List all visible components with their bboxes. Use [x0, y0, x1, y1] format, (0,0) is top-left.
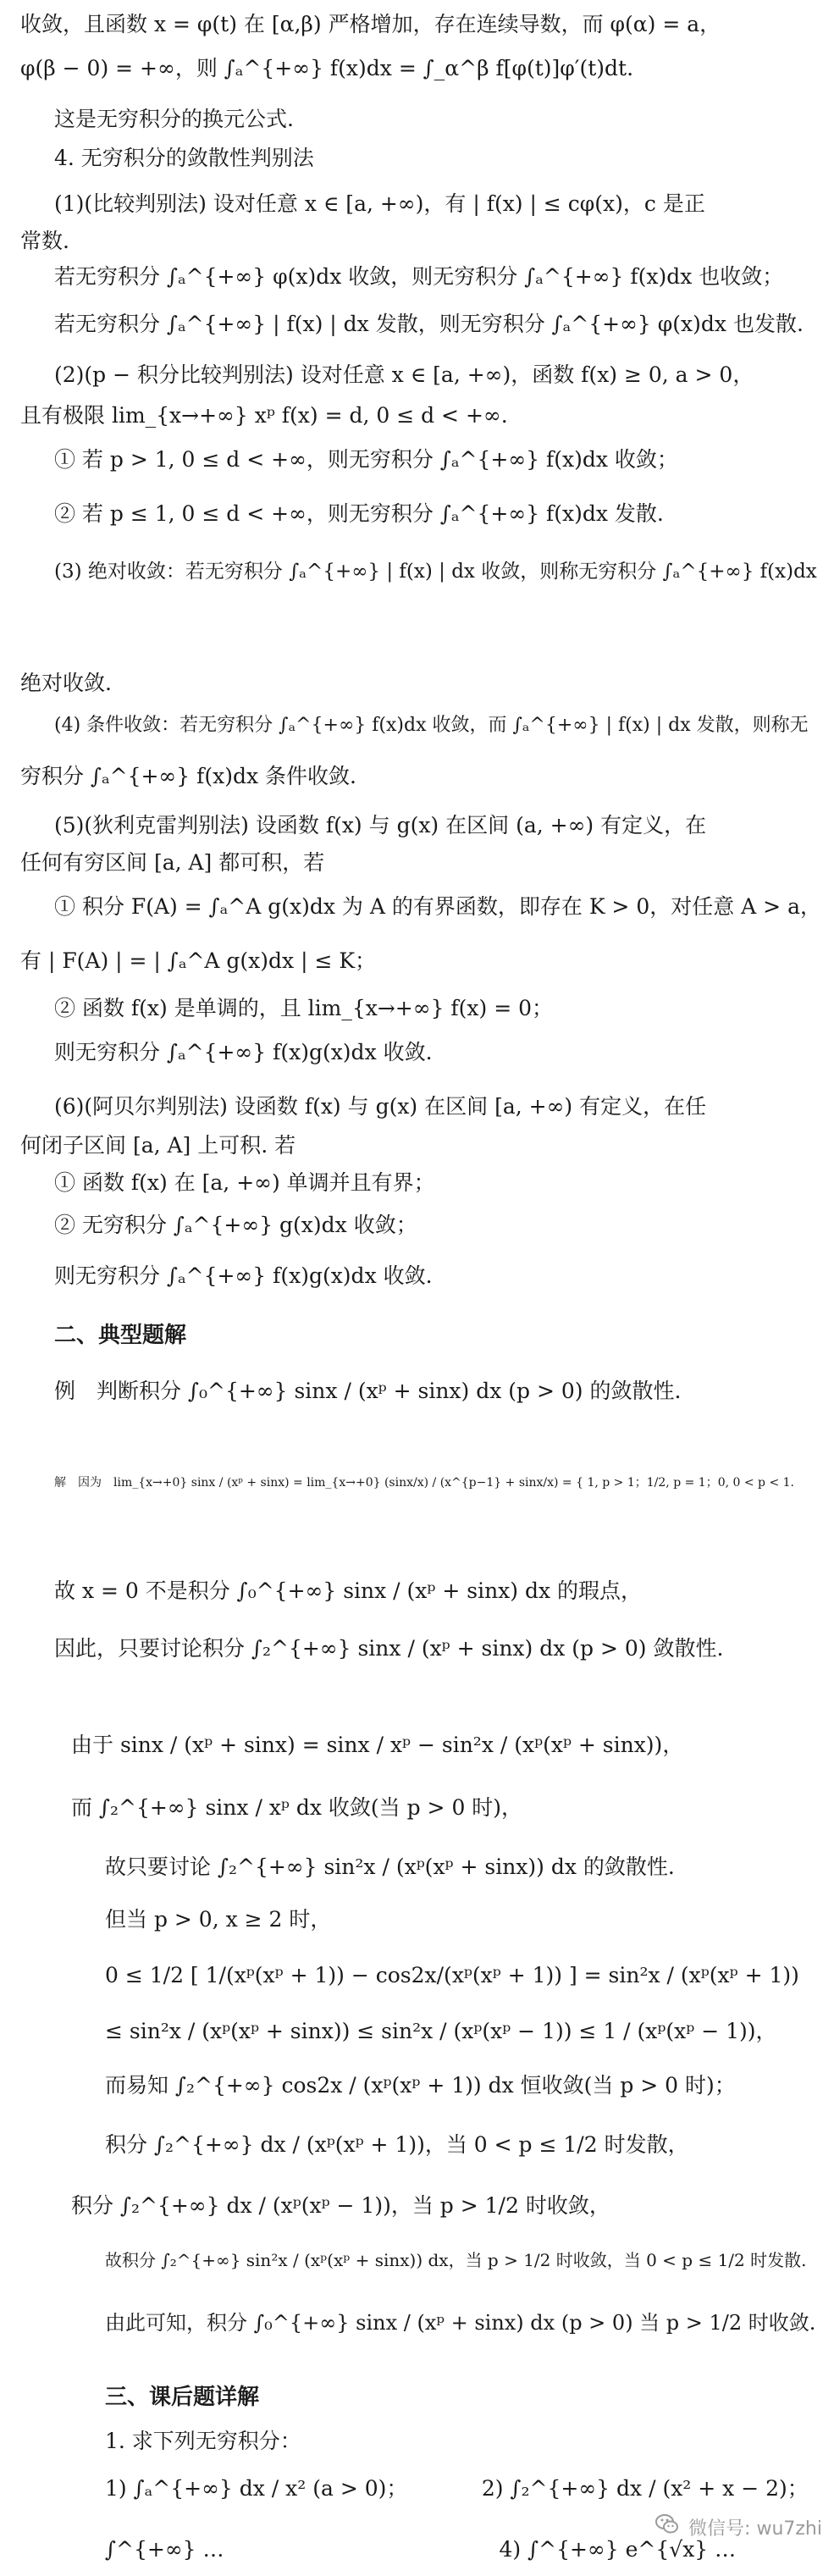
text-line: (3) 绝对收敛：若无穷积分 ∫ₐ^{+∞} | f(x) | dx 收敛，则称无穷积分 ∫ₐ^{+∞} f(x)dx	[54, 561, 817, 583]
text-line: φ(β − 0) = +∞，则 ∫ₐ^{+∞} f(x)dx = ∫_α^β f[φ(t)]φ′(t)dt.	[20, 56, 634, 80]
text-line: 若无穷积分 ∫ₐ^{+∞} | f(x) | dx 发散，则无穷积分 ∫ₐ^{+∞} φ(x)dx 也发散.	[54, 312, 804, 336]
text-line: (2)(p − 积分比较判别法) 设对任意 x ∈ [a, +∞)，函数 f(x) ≥ 0, a > 0，	[54, 362, 754, 387]
text-line: 何闭子区间 [a, A] 上可积. 若	[20, 1133, 296, 1158]
exercise-line: ∫^{+∞} … 4) ∫^{+∞} e^{√x} …	[105, 2537, 737, 2562]
section-heading: 三、课后题详解	[105, 2385, 260, 2410]
section-heading: 二、典型题解	[54, 1323, 187, 1348]
text-line: 而 ∫₂^{+∞} sinx / xᵖ dx 收敛(当 p > 0 时)，	[71, 1795, 523, 1820]
text-line: 则无穷积分 ∫ₐ^{+∞} f(x)g(x)dx 收敛.	[54, 1040, 433, 1064]
text-line: 任何有穷区间 [a, A] 都可积，若	[20, 850, 325, 875]
text-line: ① 积分 F(A) = ∫ₐ^A g(x)dx 为 A 的有界函数，即存在 K > 0，对任意 A > a，	[54, 894, 821, 919]
text-line: ① 若 p > 1, 0 ≤ d < +∞，则无穷积分 ∫ₐ^{+∞} f(x)dx 收敛；	[54, 447, 678, 472]
text-line: 因此，只要讨论积分 ∫₂^{+∞} sinx / (xᵖ + sinx) dx (p > 0) 敛散性.	[54, 1636, 724, 1661]
text-line: 故只要讨论 ∫₂^{+∞} sin²x / (xᵖ(xᵖ + sinx)) dx 的敛散性.	[105, 1855, 675, 1879]
text-line: 穷积分 ∫ₐ^{+∞} f(x)dx 条件收敛.	[20, 764, 356, 788]
wechat-icon	[654, 2512, 680, 2542]
text-line: (6)(阿贝尔判别法) 设函数 f(x) 与 g(x) 在区间 [a, +∞) 有定义，在任	[54, 1094, 707, 1119]
text-line: 故积分 ∫₂^{+∞} sin²x / (xᵖ(xᵖ + sinx)) dx，当 p > 1/2 时收敛，当 0 < p ≤ 1/2 时发散.	[105, 2250, 807, 2270]
watermark	[654, 2512, 822, 2542]
text-line: 0 ≤ 1/2 [ 1/(xᵖ(xᵖ + 1)) − cos2x/(xᵖ(xᵖ + 1)) ] = sin²x / (xᵖ(xᵖ + 1))	[105, 1963, 799, 1987]
text-line: 且有极限 lim_{x→+∞} xᵖ f(x) = d, 0 ≤ d < +∞.	[20, 403, 508, 428]
text-line: 4. 无穷积分的敛散性判别法	[54, 146, 314, 170]
text-line: (1)(比较判别法) 设对任意 x ∈ [a, +∞)，有 | f(x) | ≤ cφ(x)，c 是正	[54, 191, 705, 216]
text-line: ② 若 p ≤ 1, 0 ≤ d < +∞，则无穷积分 ∫ₐ^{+∞} f(x)dx 发散.	[54, 501, 664, 526]
text-line: 积分 ∫₂^{+∞} dx / (xᵖ(xᵖ + 1))，当 0 < p ≤ 1/2 时发散，	[105, 2132, 689, 2157]
text-line: 而易知 ∫₂^{+∞} cos2x / (xᵖ(xᵖ + 1)) dx 恒收敛(当 p > 0 时)；	[105, 2073, 736, 2098]
exercise-line: 1) ∫ₐ^{+∞} dx / x² (a > 0)； 2) ∫₂^{+∞} dx / (x² + x − 2)；	[105, 2476, 809, 2501]
text-line: 由于 sinx / (xᵖ + sinx) = sinx / xᵖ − sin²x / (xᵖ(xᵖ + sinx))，	[71, 1733, 684, 1757]
watermark-text: 微信号: wu7zhi	[688, 2518, 822, 2540]
text-line: 积分 ∫₂^{+∞} dx / (xᵖ(xᵖ − 1))，当 p > 1/2 时收敛，	[71, 2193, 610, 2218]
text-line: 有 | F(A) | = | ∫ₐ^A g(x)dx | ≤ K；	[20, 948, 377, 973]
text-line: 这是无穷积分的换元公式.	[54, 107, 294, 131]
text-line: ② 无穷积分 ∫ₐ^{+∞} g(x)dx 收敛；	[54, 1213, 417, 1237]
text-line: ② 函数 f(x) 是单调的，且 lim_{x→+∞} f(x) = 0；	[54, 996, 554, 1020]
text-line: (5)(狄利克雷判别法) 设函数 f(x) 与 g(x) 在区间 (a, +∞) 有定义，在	[54, 813, 707, 837]
example-line: 例 判断积分 ∫₀^{+∞} sinx / (xᵖ + sinx) dx (p > 0) 的敛散性.	[54, 1379, 682, 1403]
text-line: 常数.	[20, 229, 69, 253]
text-line: 故 x = 0 不是积分 ∫₀^{+∞} sinx / (xᵖ + sinx) dx 的瑕点，	[54, 1578, 643, 1603]
text-line: 收敛，且函数 x = φ(t) 在 [α,β) 严格增加，存在连续导数，而 φ(α) = a，	[20, 12, 721, 36]
solution-line: 解 因为 lim_{x→+0} sinx / (xᵖ + sinx) = lim_{x→+0} (sinx/x) / (x^{p−1} + sinx/x) = { 1, p > 1；1/2, p = 1；0, 0 < p < 1.	[54, 1476, 794, 1490]
text-line: 由此可知，积分 ∫₀^{+∞} sinx / (xᵖ + sinx) dx (p > 0) 当 p > 1/2 时收敛.	[105, 2311, 816, 2335]
text-line: 绝对收敛.	[20, 671, 112, 695]
text-line: (4) 条件收敛：若无穷积分 ∫ₐ^{+∞} f(x)dx 收敛，而 ∫ₐ^{+∞} | f(x) | dx 发散，则称无	[54, 715, 809, 736]
exercise-title: 1. 求下列无穷积分：	[105, 2429, 301, 2453]
text-line: 但当 p > 0, x ≥ 2 时，	[105, 1907, 332, 1932]
text-line: ① 函数 f(x) 在 [a, +∞) 单调并且有界；	[54, 1170, 435, 1195]
text-line: 若无穷积分 ∫ₐ^{+∞} φ(x)dx 收敛，则无穷积分 ∫ₐ^{+∞} f(x)dx 也收敛；	[54, 264, 784, 289]
text-line: ≤ sin²x / (xᵖ(xᵖ + sinx)) ≤ sin²x / (xᵖ(xᵖ − 1)) ≤ 1 / (xᵖ(xᵖ − 1))，	[105, 2019, 777, 2043]
text-line: 则无穷积分 ∫ₐ^{+∞} f(x)g(x)dx 收敛.	[54, 1263, 433, 1288]
